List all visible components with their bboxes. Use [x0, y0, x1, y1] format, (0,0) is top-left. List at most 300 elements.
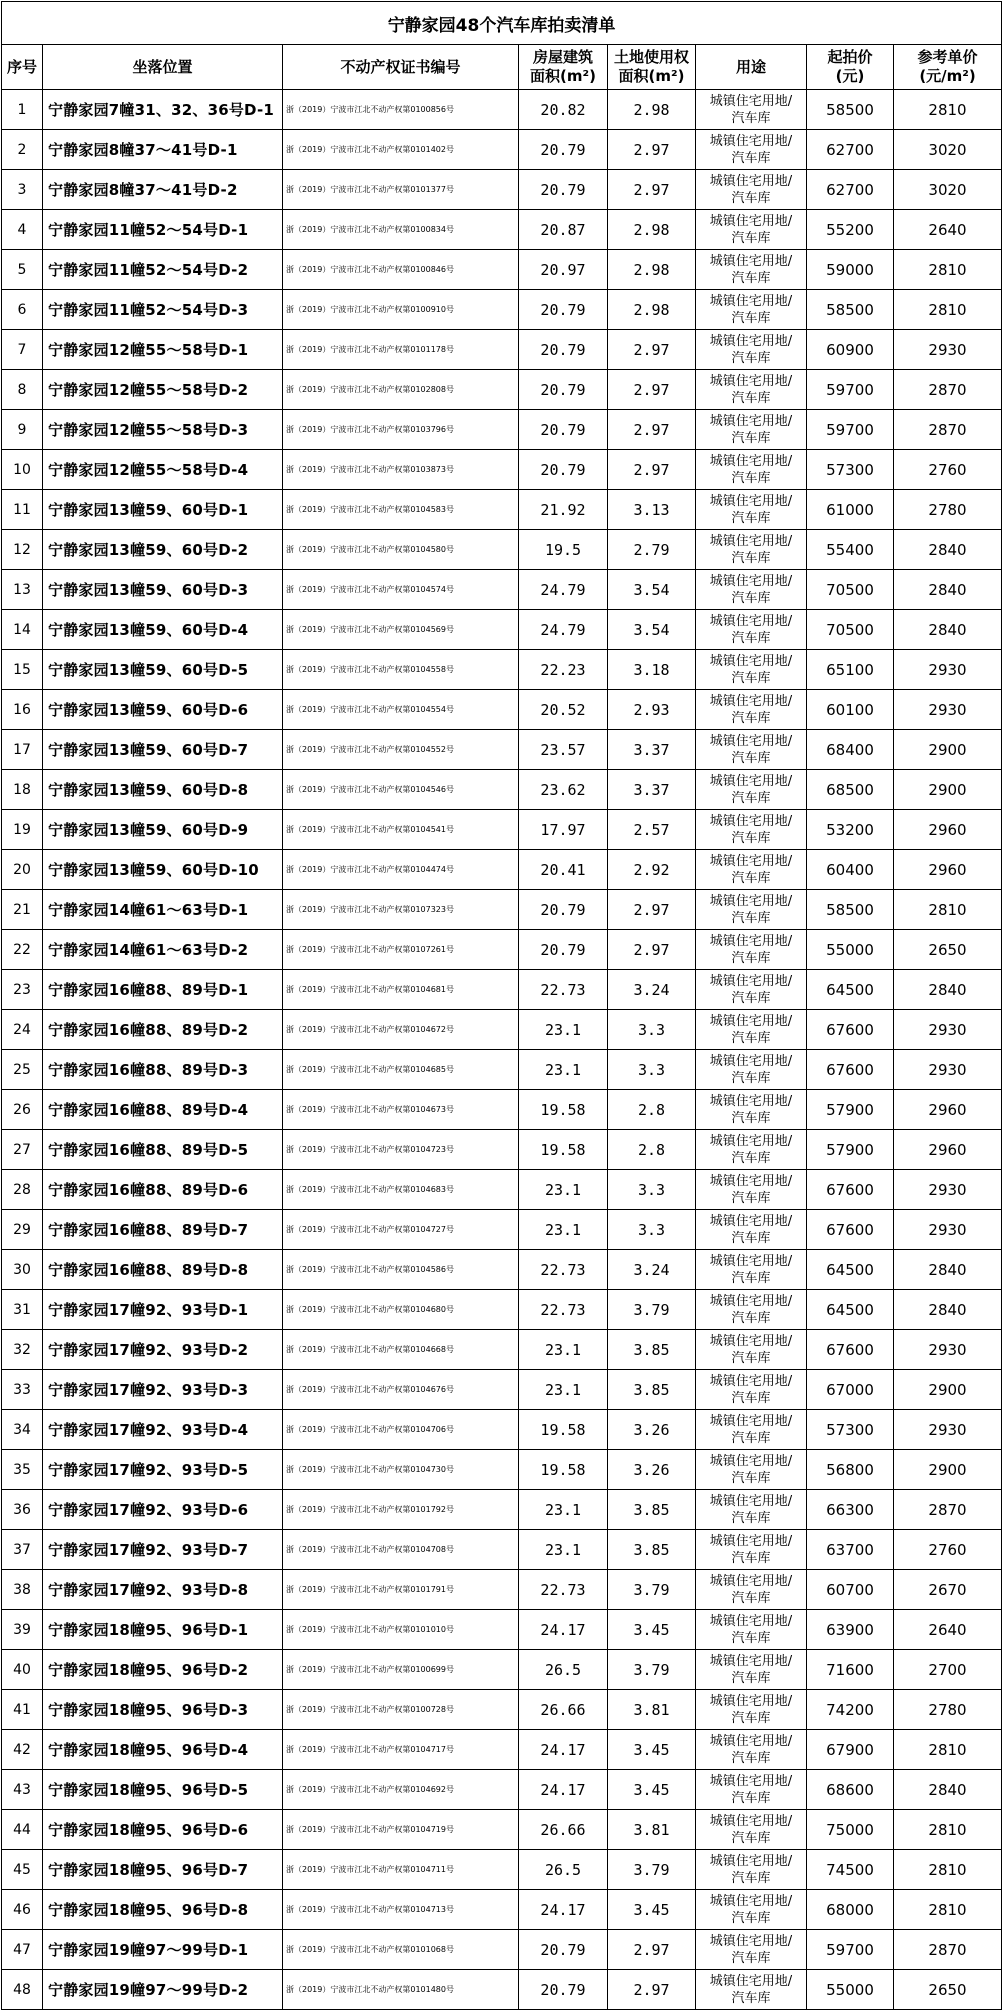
cell-location: 宁静家园16幢88、89号D-5	[43, 1130, 283, 1170]
cell-land-area: 2.97	[608, 890, 696, 930]
cell-building-area: 23.1	[519, 1370, 608, 1410]
cell-unit-price: 2670	[894, 1570, 1002, 1610]
cell-unit-price: 2810	[894, 250, 1002, 290]
cell-building-area: 19.58	[519, 1450, 608, 1490]
usage-line: 汽车库	[731, 670, 771, 686]
usage-line: 汽车库	[731, 910, 771, 926]
cell-usage	[696, 1770, 807, 1810]
cell-unit-price: 2900	[894, 730, 1002, 770]
cell-usage	[696, 1330, 807, 1370]
cell-seq: 30	[2, 1250, 43, 1290]
table-row	[2, 1850, 1002, 1890]
usage-line: 城镇住宅用地/	[709, 1173, 793, 1189]
usage-line: 汽车库	[731, 190, 771, 206]
cell-seq: 17	[2, 730, 43, 770]
cell-location: 宁静家园19幢97～99号D-1	[43, 1930, 283, 1970]
cell-start-price: 67000	[807, 1370, 894, 1410]
cell-seq: 14	[2, 610, 43, 650]
cell-usage	[696, 770, 807, 810]
cell-unit-price: 2870	[894, 410, 1002, 450]
cell-usage	[696, 210, 807, 250]
table-row	[2, 1730, 1002, 1770]
cell-start-price: 59700	[807, 1930, 894, 1970]
cell-location: 宁静家园17幢92、93号D-2	[43, 1330, 283, 1370]
cell-land-area: 2.98	[608, 250, 696, 290]
cell-unit-price: 2930	[894, 1010, 1002, 1050]
cell-land-area: 2.92	[608, 850, 696, 890]
cell-start-price: 67600	[807, 1210, 894, 1250]
usage-line: 汽车库	[731, 1350, 771, 1366]
table-row	[2, 970, 1002, 1010]
cell-land-area: 2.97	[608, 1970, 696, 2010]
cell-usage	[696, 1050, 807, 1090]
cell-building-area: 20.79	[519, 1970, 608, 2010]
cell-usage	[696, 1690, 807, 1730]
cell-start-price: 67600	[807, 1330, 894, 1370]
usage-line: 城镇住宅用地/	[709, 373, 793, 389]
cell-unit-price: 2930	[894, 690, 1002, 730]
cell-seq: 12	[2, 530, 43, 570]
garage-auction-table	[1, 1, 1002, 2010]
cell-start-price: 57900	[807, 1090, 894, 1130]
cell-seq: 16	[2, 690, 43, 730]
cell-usage	[696, 1930, 807, 1970]
table-row	[2, 770, 1002, 810]
cell-unit-price: 2780	[894, 490, 1002, 530]
cell-land-area: 3.37	[608, 730, 696, 770]
usage-line: 城镇住宅用地/	[709, 1973, 793, 1989]
usage-line: 城镇住宅用地/	[709, 213, 793, 229]
cell-location: 宁静家园16幢88、89号D-7	[43, 1210, 283, 1250]
cell-land-area: 2.98	[608, 210, 696, 250]
cell-start-price: 70500	[807, 610, 894, 650]
usage-line: 汽车库	[731, 1190, 771, 1206]
usage-line: 城镇住宅用地/	[709, 413, 793, 429]
cell-usage	[696, 530, 807, 570]
cell-cert-number: 浙（2019）宁波市江北不动产权第0103873号	[283, 450, 519, 490]
cell-cert-number: 浙（2019）宁波市江北不动产权第0104680号	[283, 1290, 519, 1330]
table-row	[2, 610, 1002, 650]
cell-land-area: 2.98	[608, 290, 696, 330]
usage-line: 汽车库	[731, 1470, 771, 1486]
usage-line: 汽车库	[731, 230, 771, 246]
cell-seq: 22	[2, 930, 43, 970]
cell-land-area: 3.79	[608, 1650, 696, 1690]
cell-location: 宁静家园17幢92、93号D-3	[43, 1370, 283, 1410]
cell-cert-number: 浙（2019）宁波市江北不动产权第0104583号	[283, 490, 519, 530]
cell-location: 宁静家园13幢59、60号D-1	[43, 490, 283, 530]
cell-unit-price: 2930	[894, 650, 1002, 690]
cell-building-area: 20.97	[519, 250, 608, 290]
cell-building-area: 23.1	[519, 1530, 608, 1570]
header-text-line: 坐落位置	[132, 57, 193, 76]
usage-line: 汽车库	[731, 1430, 771, 1446]
cell-land-area: 2.8	[608, 1130, 696, 1170]
cell-cert-number: 浙（2019）宁波市江北不动产权第0104668号	[283, 1330, 519, 1370]
cell-land-area: 2.93	[608, 690, 696, 730]
cell-land-area: 3.26	[608, 1410, 696, 1450]
header-text-line: 面积(m²)	[530, 67, 596, 85]
cell-unit-price: 2840	[894, 1250, 1002, 1290]
usage-line: 汽车库	[731, 1870, 771, 1886]
cell-usage	[696, 1890, 807, 1930]
cell-building-area: 26.5	[519, 1650, 608, 1690]
cell-building-area: 20.52	[519, 690, 608, 730]
cell-seq: 36	[2, 1490, 43, 1530]
cell-start-price: 60100	[807, 690, 894, 730]
cell-usage	[696, 90, 807, 130]
cell-start-price: 59700	[807, 410, 894, 450]
cell-start-price: 62700	[807, 170, 894, 210]
usage-line: 城镇住宅用地/	[709, 1613, 793, 1629]
cell-location: 宁静家园16幢88、89号D-6	[43, 1170, 283, 1210]
cell-seq: 20	[2, 850, 43, 890]
cell-location: 宁静家园13幢59、60号D-6	[43, 690, 283, 730]
cell-seq: 2	[2, 130, 43, 170]
usage-line: 城镇住宅用地/	[709, 853, 793, 869]
cell-land-area: 2.98	[608, 90, 696, 130]
cell-start-price: 68600	[807, 1770, 894, 1810]
usage-line: 城镇住宅用地/	[709, 893, 793, 909]
usage-line: 城镇住宅用地/	[709, 933, 793, 949]
cell-cert-number: 浙（2019）宁波市江北不动产权第0104541号	[283, 810, 519, 850]
table-row	[2, 290, 1002, 330]
table-row	[2, 1090, 1002, 1130]
table-row	[2, 130, 1002, 170]
cell-seq: 45	[2, 1850, 43, 1890]
header-row	[2, 45, 1002, 90]
cell-building-area: 22.73	[519, 1570, 608, 1610]
table-row	[2, 490, 1002, 530]
usage-line: 城镇住宅用地/	[709, 1933, 793, 1949]
cell-cert-number: 浙（2019）宁波市江北不动产权第0104586号	[283, 1250, 519, 1290]
usage-line: 汽车库	[731, 1830, 771, 1846]
usage-line: 城镇住宅用地/	[709, 1693, 793, 1709]
usage-line: 城镇住宅用地/	[709, 1733, 793, 1749]
cell-location: 宁静家园17幢92、93号D-6	[43, 1490, 283, 1530]
cell-location: 宁静家园13幢59、60号D-3	[43, 570, 283, 610]
usage-line: 汽车库	[731, 950, 771, 966]
cell-land-area: 2.97	[608, 130, 696, 170]
cell-cert-number: 浙（2019）宁波市江北不动产权第0104711号	[283, 1850, 519, 1890]
cell-location: 宁静家园17幢92、93号D-4	[43, 1410, 283, 1450]
cell-building-area: 19.5	[519, 530, 608, 570]
cell-start-price: 75000	[807, 1810, 894, 1850]
cell-cert-number: 浙（2019）宁波市江北不动产权第0101402号	[283, 130, 519, 170]
cell-unit-price: 2870	[894, 1930, 1002, 1970]
cell-start-price: 64500	[807, 970, 894, 1010]
cell-usage	[696, 610, 807, 650]
cell-unit-price: 2840	[894, 1770, 1002, 1810]
cell-location: 宁静家园18幢95、96号D-5	[43, 1770, 283, 1810]
cell-usage	[696, 1250, 807, 1290]
cell-location: 宁静家园19幢97～99号D-2	[43, 1970, 283, 2010]
usage-line: 汽车库	[731, 1230, 771, 1246]
cell-building-area: 23.1	[519, 1210, 608, 1250]
cell-start-price: 70500	[807, 570, 894, 610]
usage-line: 城镇住宅用地/	[709, 1773, 793, 1789]
cell-land-area: 3.79	[608, 1850, 696, 1890]
cell-unit-price: 2900	[894, 770, 1002, 810]
usage-line: 汽车库	[731, 430, 771, 446]
cell-seq: 8	[2, 370, 43, 410]
usage-line: 城镇住宅用地/	[709, 453, 793, 469]
table-row	[2, 1170, 1002, 1210]
cell-building-area: 22.73	[519, 1290, 608, 1330]
cell-cert-number: 浙（2019）宁波市江北不动产权第0100856号	[283, 90, 519, 130]
cell-location: 宁静家园7幢31、32、36号D-1	[43, 90, 283, 130]
usage-line: 汽车库	[731, 1790, 771, 1806]
cell-start-price: 60900	[807, 330, 894, 370]
cell-cert-number: 浙（2019）宁波市江北不动产权第0101377号	[283, 170, 519, 210]
cell-start-price: 68500	[807, 770, 894, 810]
table-row	[2, 1210, 1002, 1250]
cell-building-area: 23.1	[519, 1330, 608, 1370]
cell-location: 宁静家园16幢88、89号D-1	[43, 970, 283, 1010]
usage-line: 汽车库	[731, 590, 771, 606]
cell-building-area: 22.73	[519, 970, 608, 1010]
cell-building-area: 24.17	[519, 1730, 608, 1770]
usage-line: 城镇住宅用地/	[709, 653, 793, 669]
cell-land-area: 3.85	[608, 1370, 696, 1410]
table-row	[2, 1130, 1002, 1170]
cell-cert-number: 浙（2019）宁波市江北不动产权第0107323号	[283, 890, 519, 930]
usage-line: 汽车库	[731, 150, 771, 166]
cell-location: 宁静家园8幢37～41号D-2	[43, 170, 283, 210]
usage-line: 城镇住宅用地/	[709, 1853, 793, 1869]
usage-line: 汽车库	[731, 1110, 771, 1126]
cell-land-area: 3.81	[608, 1690, 696, 1730]
table-row	[2, 1010, 1002, 1050]
cell-unit-price: 2840	[894, 530, 1002, 570]
table-row	[2, 210, 1002, 250]
usage-line: 汽车库	[731, 1030, 771, 1046]
cell-location: 宁静家园13幢59、60号D-9	[43, 810, 283, 850]
usage-line: 城镇住宅用地/	[709, 1813, 793, 1829]
cell-unit-price: 2960	[894, 1130, 1002, 1170]
cell-seq: 19	[2, 810, 43, 850]
cell-unit-price: 2960	[894, 810, 1002, 850]
cell-building-area: 23.1	[519, 1050, 608, 1090]
table-row	[2, 730, 1002, 770]
usage-line: 汽车库	[731, 630, 771, 646]
table-row	[2, 1370, 1002, 1410]
cell-usage	[696, 370, 807, 410]
cell-land-area: 3.79	[608, 1290, 696, 1330]
table-row	[2, 410, 1002, 450]
header-text-line: 房屋建筑	[532, 48, 593, 66]
cell-seq: 48	[2, 1970, 43, 2010]
cell-start-price: 63900	[807, 1610, 894, 1650]
cell-location: 宁静家园14幢61～63号D-2	[43, 930, 283, 970]
cell-building-area: 22.73	[519, 1250, 608, 1290]
cell-start-price: 74200	[807, 1690, 894, 1730]
cell-land-area: 3.26	[608, 1450, 696, 1490]
header-building-area	[519, 45, 608, 90]
cell-unit-price: 2930	[894, 1170, 1002, 1210]
cell-seq: 11	[2, 490, 43, 530]
cell-cert-number: 浙（2019）宁波市江北不动产权第0104685号	[283, 1050, 519, 1090]
table-row	[2, 1450, 1002, 1490]
cell-building-area: 23.62	[519, 770, 608, 810]
cell-unit-price: 2840	[894, 610, 1002, 650]
cell-building-area: 23.1	[519, 1010, 608, 1050]
cell-building-area: 20.79	[519, 890, 608, 930]
cell-usage	[696, 1410, 807, 1450]
cell-location: 宁静家园13幢59、60号D-8	[43, 770, 283, 810]
cell-start-price: 61000	[807, 490, 894, 530]
cell-seq: 10	[2, 450, 43, 490]
usage-line: 城镇住宅用地/	[709, 1053, 793, 1069]
cell-start-price: 67600	[807, 1010, 894, 1050]
usage-line: 汽车库	[731, 350, 771, 366]
header-text-line: (元/m²)	[919, 67, 976, 85]
usage-line: 城镇住宅用地/	[709, 1333, 793, 1349]
cell-unit-price: 2810	[894, 90, 1002, 130]
cell-usage	[696, 890, 807, 930]
header-start-price	[807, 45, 894, 90]
cell-cert-number: 浙（2019）宁波市江北不动产权第0100910号	[283, 290, 519, 330]
cell-unit-price: 2810	[894, 1730, 1002, 1770]
cell-usage	[696, 810, 807, 850]
usage-line: 城镇住宅用地/	[709, 1293, 793, 1309]
cell-start-price: 65100	[807, 650, 894, 690]
cell-building-area: 21.92	[519, 490, 608, 530]
cell-location: 宁静家园11幢52～54号D-1	[43, 210, 283, 250]
cell-cert-number: 浙（2019）宁波市江北不动产权第0102808号	[283, 370, 519, 410]
cell-location: 宁静家园13幢59、60号D-4	[43, 610, 283, 650]
cell-seq: 44	[2, 1810, 43, 1850]
usage-line: 汽车库	[731, 830, 771, 846]
cell-start-price: 53200	[807, 810, 894, 850]
usage-line: 城镇住宅用地/	[709, 1453, 793, 1469]
cell-usage	[696, 1850, 807, 1890]
cell-location: 宁静家园16幢88、89号D-8	[43, 1250, 283, 1290]
usage-line: 城镇住宅用地/	[709, 693, 793, 709]
header-location	[43, 45, 283, 90]
cell-cert-number: 浙（2019）宁波市江北不动产权第0100846号	[283, 250, 519, 290]
cell-usage	[696, 730, 807, 770]
usage-line: 汽车库	[731, 750, 771, 766]
cell-unit-price: 2930	[894, 1050, 1002, 1090]
cell-seq: 7	[2, 330, 43, 370]
cell-land-area: 3.54	[608, 610, 696, 650]
usage-line: 城镇住宅用地/	[709, 1413, 793, 1429]
cell-land-area: 3.45	[608, 1730, 696, 1770]
cell-usage	[696, 1810, 807, 1850]
cell-unit-price: 2930	[894, 330, 1002, 370]
cell-location: 宁静家园13幢59、60号D-2	[43, 530, 283, 570]
cell-building-area: 20.79	[519, 930, 608, 970]
cell-usage	[696, 1650, 807, 1690]
cell-usage	[696, 1970, 807, 2010]
cell-unit-price: 3020	[894, 170, 1002, 210]
cell-seq: 32	[2, 1330, 43, 1370]
cell-start-price: 55200	[807, 210, 894, 250]
cell-building-area: 23.57	[519, 730, 608, 770]
usage-line: 汽车库	[731, 1150, 771, 1166]
cell-usage	[696, 1090, 807, 1130]
cell-seq: 21	[2, 890, 43, 930]
cell-usage	[696, 690, 807, 730]
cell-start-price: 71600	[807, 1650, 894, 1690]
cell-land-area: 3.45	[608, 1610, 696, 1650]
table-row	[2, 570, 1002, 610]
cell-start-price: 57900	[807, 1130, 894, 1170]
table-row	[2, 1650, 1002, 1690]
cell-land-area: 3.3	[608, 1210, 696, 1250]
cell-land-area: 3.3	[608, 1170, 696, 1210]
cell-location: 宁静家园18幢95、96号D-3	[43, 1690, 283, 1730]
cell-building-area: 20.79	[519, 290, 608, 330]
usage-line: 城镇住宅用地/	[709, 1493, 793, 1509]
cell-seq: 34	[2, 1410, 43, 1450]
cell-location: 宁静家园18幢95、96号D-2	[43, 1650, 283, 1690]
usage-line: 汽车库	[731, 1550, 771, 1566]
cell-start-price: 57300	[807, 450, 894, 490]
usage-line: 城镇住宅用地/	[709, 93, 793, 109]
cell-unit-price: 2870	[894, 1490, 1002, 1530]
usage-line: 城镇住宅用地/	[709, 293, 793, 309]
cell-cert-number: 浙（2019）宁波市江北不动产权第0104713号	[283, 1890, 519, 1930]
cell-land-area: 3.13	[608, 490, 696, 530]
cell-cert-number: 浙（2019）宁波市江北不动产权第0104730号	[283, 1450, 519, 1490]
cell-usage	[696, 290, 807, 330]
cell-cert-number: 浙（2019）宁波市江北不动产权第0104706号	[283, 1410, 519, 1450]
cell-cert-number: 浙（2019）宁波市江北不动产权第0104672号	[283, 1010, 519, 1050]
header-text-line: 起拍价	[827, 48, 873, 66]
cell-land-area: 3.37	[608, 770, 696, 810]
cell-land-area: 2.97	[608, 370, 696, 410]
cell-building-area: 24.79	[519, 610, 608, 650]
cell-cert-number: 浙（2019）宁波市江北不动产权第0101178号	[283, 330, 519, 370]
cell-location: 宁静家园17幢92、93号D-8	[43, 1570, 283, 1610]
cell-cert-number: 浙（2019）宁波市江北不动产权第0100834号	[283, 210, 519, 250]
table-row	[2, 170, 1002, 210]
usage-line: 城镇住宅用地/	[709, 173, 793, 189]
cell-unit-price: 2810	[894, 1810, 1002, 1850]
cell-location: 宁静家园16幢88、89号D-4	[43, 1090, 283, 1130]
cell-land-area: 3.85	[608, 1490, 696, 1530]
usage-line: 汽车库	[731, 870, 771, 886]
cell-seq: 41	[2, 1690, 43, 1730]
cell-cert-number: 浙（2019）宁波市江北不动产权第0104569号	[283, 610, 519, 650]
table-row	[2, 1970, 1002, 2010]
usage-line: 城镇住宅用地/	[709, 613, 793, 629]
cell-start-price: 58500	[807, 90, 894, 130]
cell-land-area: 3.3	[608, 1050, 696, 1090]
cell-usage	[696, 1290, 807, 1330]
table-row	[2, 810, 1002, 850]
table-row	[2, 450, 1002, 490]
cell-land-area: 2.8	[608, 1090, 696, 1130]
cell-location: 宁静家园8幢37～41号D-1	[43, 130, 283, 170]
cell-unit-price: 2650	[894, 1970, 1002, 2010]
usage-line: 城镇住宅用地/	[709, 733, 793, 749]
cell-unit-price: 2640	[894, 1610, 1002, 1650]
cell-cert-number: 浙（2019）宁波市江北不动产权第0104676号	[283, 1370, 519, 1410]
usage-line: 城镇住宅用地/	[709, 573, 793, 589]
cell-usage	[696, 1130, 807, 1170]
cell-cert-number: 浙（2019）宁波市江北不动产权第0104554号	[283, 690, 519, 730]
cell-start-price: 59000	[807, 250, 894, 290]
cell-location: 宁静家园12幢55～58号D-3	[43, 410, 283, 450]
cell-cert-number: 浙（2019）宁波市江北不动产权第0104683号	[283, 1170, 519, 1210]
usage-line: 城镇住宅用地/	[709, 253, 793, 269]
cell-unit-price: 2900	[894, 1450, 1002, 1490]
table-row	[2, 690, 1002, 730]
cell-land-area: 3.3	[608, 1010, 696, 1050]
